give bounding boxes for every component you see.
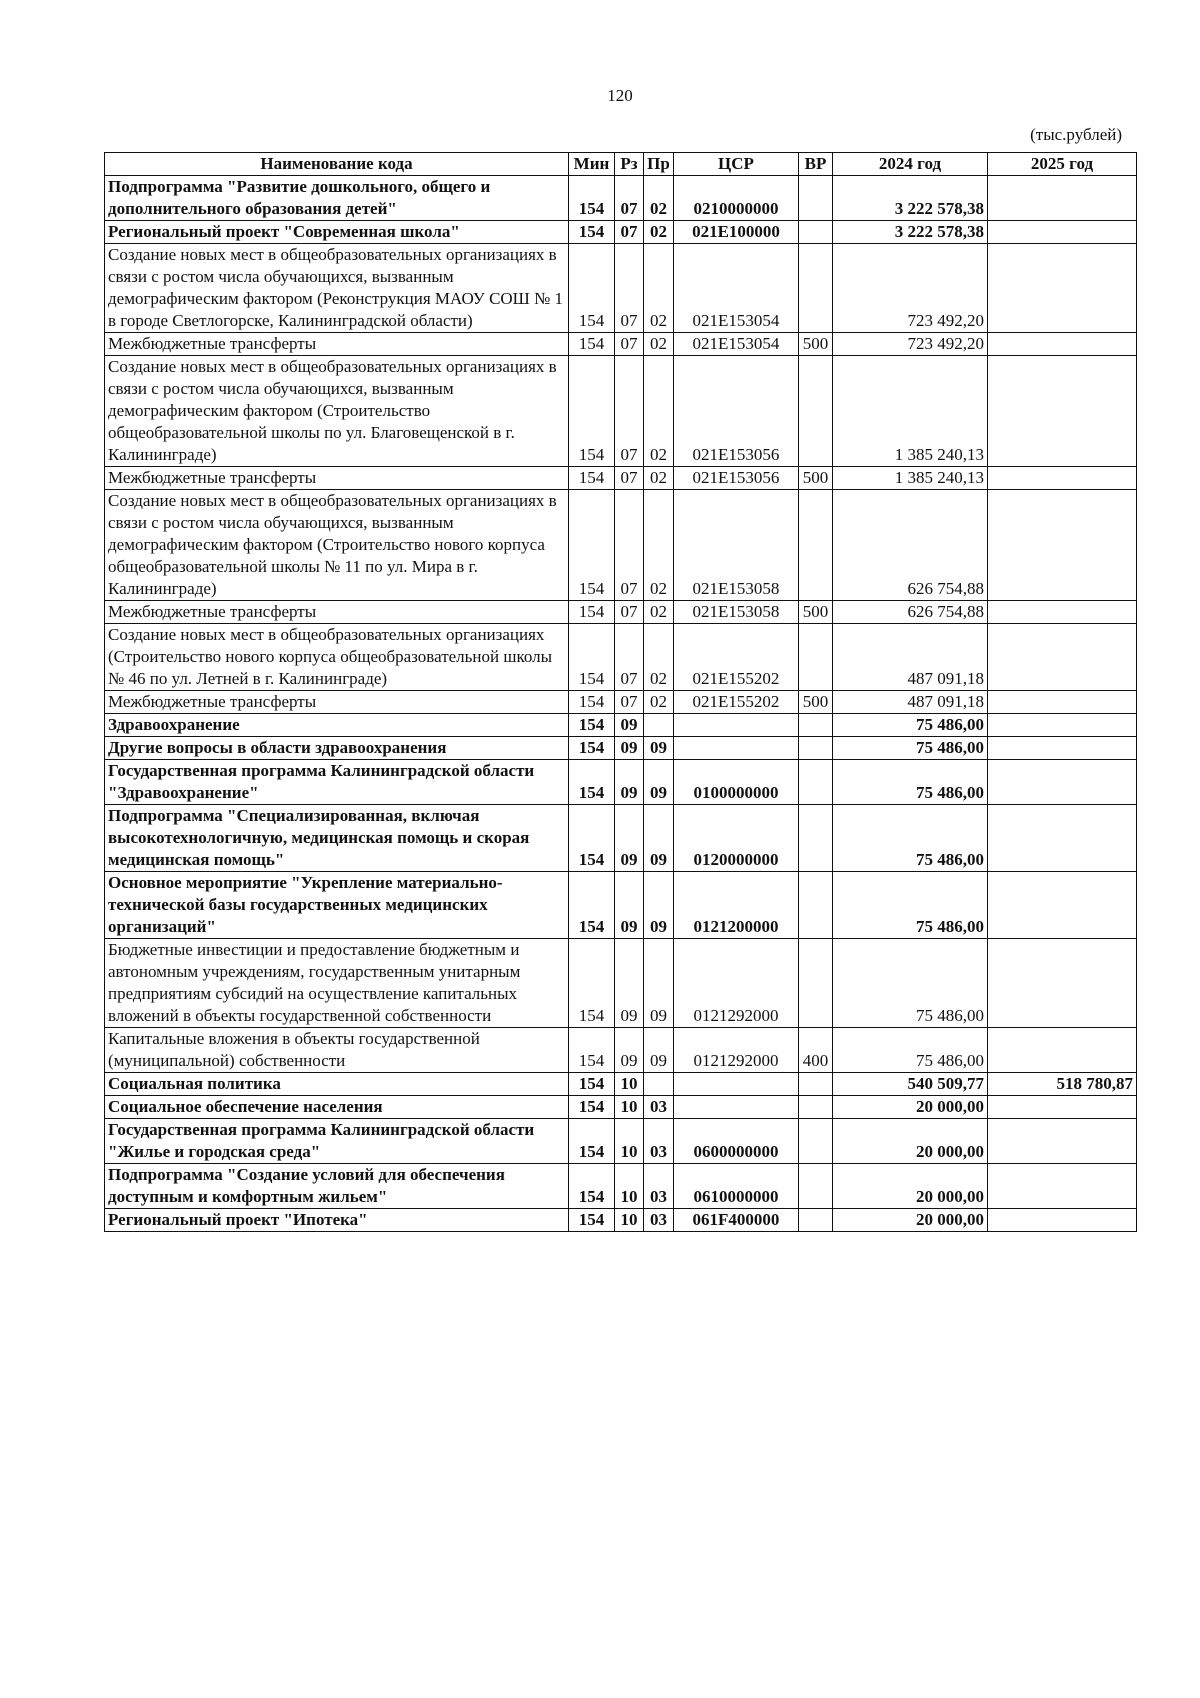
cell-2024: 75 486,00 xyxy=(833,872,988,939)
cell-csr: 0121292000 xyxy=(674,939,799,1028)
table-row xyxy=(105,939,1137,1028)
table-row xyxy=(105,1096,1137,1119)
cell-2025: 518 780,87 xyxy=(988,1073,1137,1096)
header-2025: 2025 год xyxy=(988,153,1137,176)
header-min: Мин xyxy=(569,153,615,176)
table-row xyxy=(105,760,1137,805)
cell-vr: 500 xyxy=(799,691,833,714)
cell-csr xyxy=(674,1096,799,1119)
cell-pr: 02 xyxy=(644,601,674,624)
cell-rz: 07 xyxy=(615,244,644,333)
cell-min: 154 xyxy=(569,939,615,1028)
cell-pr: 02 xyxy=(644,624,674,691)
cell-vr xyxy=(799,760,833,805)
table-row xyxy=(105,1164,1137,1209)
cell-vr xyxy=(799,1209,833,1232)
cell-csr: 0121292000 xyxy=(674,1028,799,1073)
cell-pr xyxy=(644,1073,674,1096)
cell-2025 xyxy=(988,737,1137,760)
cell-min: 154 xyxy=(569,1028,615,1073)
cell-csr: 021E153056 xyxy=(674,467,799,490)
cell-rz: 07 xyxy=(615,333,644,356)
cell-2024: 3 222 578,38 xyxy=(833,221,988,244)
cell-2024: 487 091,18 xyxy=(833,691,988,714)
cell-pr: 02 xyxy=(644,333,674,356)
cell-2025 xyxy=(988,872,1137,939)
cell-min: 154 xyxy=(569,872,615,939)
cell-2025 xyxy=(988,714,1137,737)
cell-rz: 09 xyxy=(615,760,644,805)
cell-2024: 20 000,00 xyxy=(833,1209,988,1232)
cell-csr: 021E153054 xyxy=(674,333,799,356)
cell-csr: 021E155202 xyxy=(674,691,799,714)
cell-name: Межбюджетные трансферты xyxy=(105,691,569,714)
cell-csr: 0120000000 xyxy=(674,805,799,872)
cell-min: 154 xyxy=(569,805,615,872)
cell-name: Другие вопросы в области здравоохранения xyxy=(105,737,569,760)
header-name: Наименование кода xyxy=(105,153,569,176)
cell-name: Социальная политика xyxy=(105,1073,569,1096)
cell-name: Создание новых мест в общеобразовательных организациях (Строительство нового корпуса общеобразовательной школы № 46 по ул. Летней в г. Калининграде) xyxy=(105,624,569,691)
cell-name: Основное мероприятие "Укрепление материально-технической базы государственных медицинских организаций" xyxy=(105,872,569,939)
cell-rz: 09 xyxy=(615,714,644,737)
cell-name: Создание новых мест в общеобразовательных организациях в связи с ростом числа обучающихся, вызванным демографическим фактором (Строительство общеобразовательной школы по ул. Благовещенской в г. Калининграде) xyxy=(105,356,569,467)
cell-rz: 10 xyxy=(615,1073,644,1096)
cell-min: 154 xyxy=(569,714,615,737)
cell-2025 xyxy=(988,1164,1137,1209)
cell-2025 xyxy=(988,333,1137,356)
cell-min: 154 xyxy=(569,221,615,244)
cell-name: Создание новых мест в общеобразовательных организациях в связи с ростом числа обучающихся, вызванным демографическим фактором (Строительство нового корпуса общеобразовательной школы № 11 по ул. Мира в г. Калининграде) xyxy=(105,490,569,601)
cell-2024: 75 486,00 xyxy=(833,1028,988,1073)
cell-csr: 0100000000 xyxy=(674,760,799,805)
page-number: 120 xyxy=(607,86,633,105)
cell-2024: 723 492,20 xyxy=(833,333,988,356)
table-row xyxy=(105,221,1137,244)
cell-2024: 75 486,00 xyxy=(833,714,988,737)
cell-vr: 500 xyxy=(799,601,833,624)
cell-vr xyxy=(799,490,833,601)
cell-csr: 021E100000 xyxy=(674,221,799,244)
header-vr: ВР xyxy=(799,153,833,176)
cell-2025 xyxy=(988,1096,1137,1119)
cell-name: Капитальные вложения в объекты государственной (муниципальной) собственности xyxy=(105,1028,569,1073)
table-row xyxy=(105,490,1137,601)
table-row xyxy=(105,1209,1137,1232)
cell-vr xyxy=(799,221,833,244)
cell-rz: 09 xyxy=(615,939,644,1028)
cell-2025 xyxy=(988,1119,1137,1164)
cell-pr: 02 xyxy=(644,490,674,601)
table-row xyxy=(105,624,1137,691)
cell-vr xyxy=(799,1164,833,1209)
cell-rz: 07 xyxy=(615,176,644,221)
cell-2025 xyxy=(988,1209,1137,1232)
cell-min: 154 xyxy=(569,691,615,714)
cell-min: 154 xyxy=(569,760,615,805)
cell-2024: 20 000,00 xyxy=(833,1096,988,1119)
cell-min: 154 xyxy=(569,467,615,490)
cell-csr: 021E155202 xyxy=(674,624,799,691)
cell-vr: 400 xyxy=(799,1028,833,1073)
cell-vr xyxy=(799,1119,833,1164)
cell-2024: 20 000,00 xyxy=(833,1164,988,1209)
cell-rz: 10 xyxy=(615,1164,644,1209)
cell-vr xyxy=(799,1073,833,1096)
cell-2025 xyxy=(988,490,1137,601)
cell-vr: 500 xyxy=(799,467,833,490)
cell-pr: 03 xyxy=(644,1164,674,1209)
table-row xyxy=(105,1073,1137,1096)
cell-pr: 09 xyxy=(644,1028,674,1073)
cell-2024: 75 486,00 xyxy=(833,939,988,1028)
cell-name: Бюджетные инвестиции и предоставление бюджетным и автономным учреждениям, государственным унитарным предприятиям субсидий на осуществление капитальных вложений в объекты государственной собственности xyxy=(105,939,569,1028)
cell-2024: 75 486,00 xyxy=(833,805,988,872)
cell-pr: 02 xyxy=(644,467,674,490)
header-2024: 2024 год xyxy=(833,153,988,176)
cell-name: Здравоохранение xyxy=(105,714,569,737)
cell-min: 154 xyxy=(569,737,615,760)
cell-name: Государственная программа Калининградской области "Жилье и городская среда" xyxy=(105,1119,569,1164)
table-row xyxy=(105,805,1137,872)
cell-2025 xyxy=(988,624,1137,691)
cell-pr: 09 xyxy=(644,805,674,872)
cell-vr xyxy=(799,1096,833,1119)
header-csr: ЦСР xyxy=(674,153,799,176)
cell-min: 154 xyxy=(569,1119,615,1164)
cell-pr: 03 xyxy=(644,1119,674,1164)
table-row xyxy=(105,737,1137,760)
table-row xyxy=(105,356,1137,467)
cell-2024: 540 509,77 xyxy=(833,1073,988,1096)
cell-min: 154 xyxy=(569,176,615,221)
cell-2024: 75 486,00 xyxy=(833,760,988,805)
table-row xyxy=(105,1028,1137,1073)
cell-min: 154 xyxy=(569,1073,615,1096)
cell-2025 xyxy=(988,176,1137,221)
cell-2024: 626 754,88 xyxy=(833,490,988,601)
cell-vr xyxy=(799,714,833,737)
cell-min: 154 xyxy=(569,624,615,691)
cell-2024: 3 222 578,38 xyxy=(833,176,988,221)
cell-rz: 09 xyxy=(615,1028,644,1073)
cell-2025 xyxy=(988,467,1137,490)
cell-csr: 0610000000 xyxy=(674,1164,799,1209)
cell-2025 xyxy=(988,244,1137,333)
cell-pr: 09 xyxy=(644,939,674,1028)
cell-vr: 500 xyxy=(799,333,833,356)
cell-csr xyxy=(674,737,799,760)
budget-table xyxy=(104,152,1137,1232)
cell-vr xyxy=(799,872,833,939)
cell-rz: 09 xyxy=(615,737,644,760)
table-row xyxy=(105,333,1137,356)
cell-csr: 061F400000 xyxy=(674,1209,799,1232)
header-pr: Пр xyxy=(644,153,674,176)
cell-csr xyxy=(674,1073,799,1096)
table-header-row xyxy=(105,153,1137,176)
table-row xyxy=(105,176,1137,221)
cell-rz: 07 xyxy=(615,691,644,714)
cell-rz: 07 xyxy=(615,601,644,624)
cell-2024: 1 385 240,13 xyxy=(833,356,988,467)
cell-vr xyxy=(799,737,833,760)
cell-csr: 021E153054 xyxy=(674,244,799,333)
cell-rz: 07 xyxy=(615,356,644,467)
cell-2025 xyxy=(988,221,1137,244)
cell-min: 154 xyxy=(569,1209,615,1232)
cell-min: 154 xyxy=(569,601,615,624)
cell-rz: 10 xyxy=(615,1209,644,1232)
table-row xyxy=(105,714,1137,737)
cell-csr: 021E153058 xyxy=(674,490,799,601)
cell-name: Социальное обеспечение населения xyxy=(105,1096,569,1119)
cell-vr xyxy=(799,244,833,333)
table-row xyxy=(105,601,1137,624)
cell-pr: 02 xyxy=(644,176,674,221)
cell-pr: 03 xyxy=(644,1096,674,1119)
cell-vr xyxy=(799,624,833,691)
cell-2025 xyxy=(988,760,1137,805)
cell-2025 xyxy=(988,939,1137,1028)
cell-rz: 07 xyxy=(615,490,644,601)
cell-csr: 0210000000 xyxy=(674,176,799,221)
cell-min: 154 xyxy=(569,490,615,601)
cell-vr xyxy=(799,356,833,467)
cell-vr xyxy=(799,176,833,221)
cell-2024: 75 486,00 xyxy=(833,737,988,760)
cell-2024: 487 091,18 xyxy=(833,624,988,691)
cell-name: Создание новых мест в общеобразовательных организациях в связи с ростом числа обучающихся, вызванным демографическим фактором (Реконструкция МАОУ СОШ № 1 в городе Светлогорске, Калининградской области) xyxy=(105,244,569,333)
cell-rz: 09 xyxy=(615,805,644,872)
cell-2024: 723 492,20 xyxy=(833,244,988,333)
cell-2025 xyxy=(988,1028,1137,1073)
cell-name: Межбюджетные трансферты xyxy=(105,467,569,490)
cell-pr xyxy=(644,714,674,737)
cell-pr: 02 xyxy=(644,691,674,714)
table-row xyxy=(105,691,1137,714)
cell-pr: 09 xyxy=(644,872,674,939)
cell-min: 154 xyxy=(569,1164,615,1209)
cell-name: Региональный проект "Ипотека" xyxy=(105,1209,569,1232)
cell-name: Подпрограмма "Создание условий для обеспечения доступным и комфортным жильем" xyxy=(105,1164,569,1209)
table-row xyxy=(105,1119,1137,1164)
cell-rz: 10 xyxy=(615,1119,644,1164)
cell-pr: 09 xyxy=(644,760,674,805)
cell-2024: 1 385 240,13 xyxy=(833,467,988,490)
cell-pr: 02 xyxy=(644,221,674,244)
cell-rz: 07 xyxy=(615,221,644,244)
cell-name: Межбюджетные трансферты xyxy=(105,601,569,624)
cell-name: Государственная программа Калининградской области "Здравоохранение" xyxy=(105,760,569,805)
cell-2025 xyxy=(988,691,1137,714)
cell-pr: 02 xyxy=(644,244,674,333)
cell-min: 154 xyxy=(569,244,615,333)
cell-pr: 09 xyxy=(644,737,674,760)
header-rz: Рз xyxy=(615,153,644,176)
cell-rz: 07 xyxy=(615,624,644,691)
cell-rz: 07 xyxy=(615,467,644,490)
cell-name: Подпрограмма "Специализированная, включая высокотехнологичную, медицинская помощь и скорая медицинская помощь" xyxy=(105,805,569,872)
table-row xyxy=(105,872,1137,939)
cell-min: 154 xyxy=(569,333,615,356)
cell-csr: 021E153058 xyxy=(674,601,799,624)
table-row xyxy=(105,244,1137,333)
cell-2025 xyxy=(988,356,1137,467)
cell-name: Региональный проект "Современная школа" xyxy=(105,221,569,244)
cell-pr: 02 xyxy=(644,356,674,467)
cell-csr: 021E153056 xyxy=(674,356,799,467)
cell-2024: 20 000,00 xyxy=(833,1119,988,1164)
cell-2025 xyxy=(988,805,1137,872)
cell-csr xyxy=(674,714,799,737)
cell-name: Подпрограмма "Развитие дошкольного, общего и дополнительного образования детей" xyxy=(105,176,569,221)
cell-rz: 09 xyxy=(615,872,644,939)
cell-name: Межбюджетные трансферты xyxy=(105,333,569,356)
cell-min: 154 xyxy=(569,356,615,467)
cell-rz: 10 xyxy=(615,1096,644,1119)
cell-min: 154 xyxy=(569,1096,615,1119)
cell-pr: 03 xyxy=(644,1209,674,1232)
cell-csr: 0121200000 xyxy=(674,872,799,939)
units-label: (тыс.рублей) xyxy=(1030,125,1122,144)
cell-csr: 0600000000 xyxy=(674,1119,799,1164)
cell-vr xyxy=(799,939,833,1028)
cell-2025 xyxy=(988,601,1137,624)
cell-2024: 626 754,88 xyxy=(833,601,988,624)
cell-vr xyxy=(799,805,833,872)
table-row xyxy=(105,467,1137,490)
